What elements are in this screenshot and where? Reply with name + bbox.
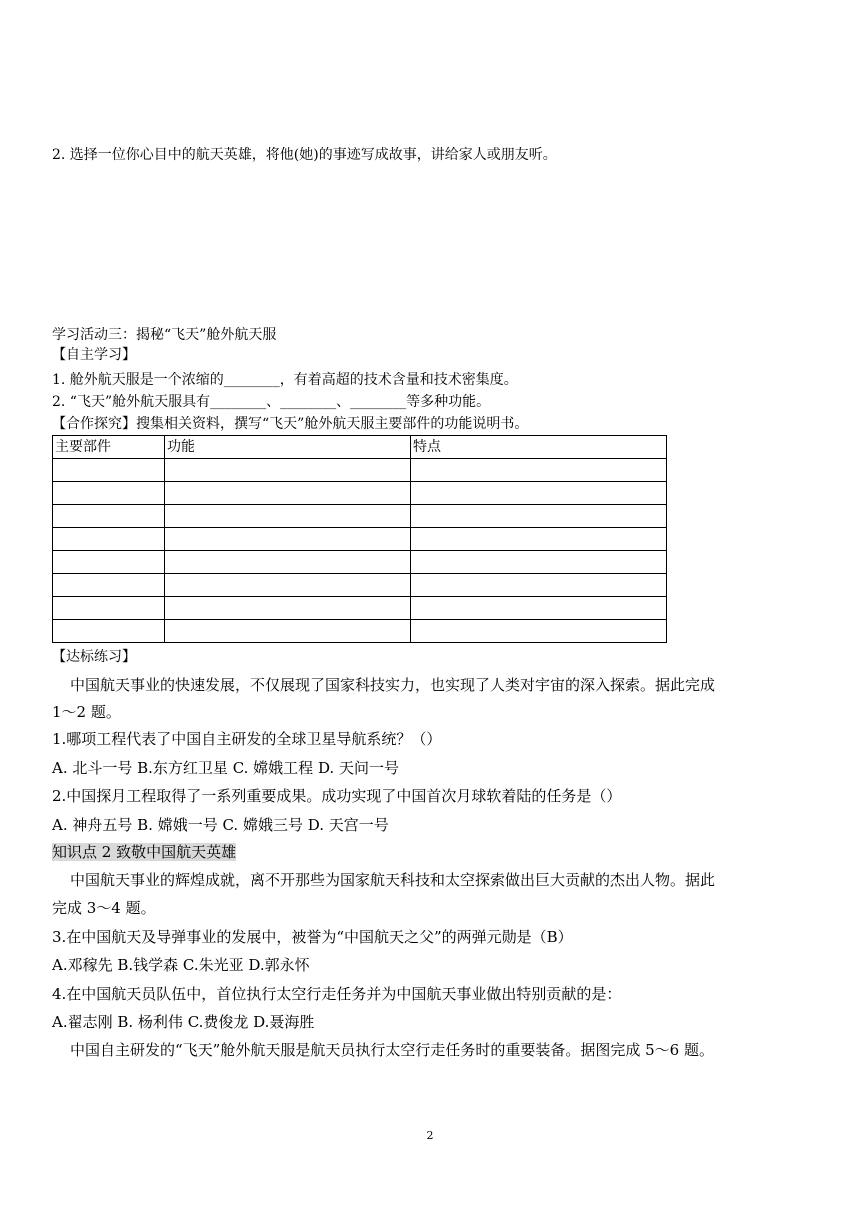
self-study-heading: 【自主学习】 <box>52 347 136 363</box>
question-4: 4.在中国航天员队伍中，首位执行太空行走任务并为中国航天事业做出特别贡献的是： <box>52 985 622 1003</box>
question-1: 1.哪项工程代表了中国自主研发的全球卫星导航系统？（） <box>52 730 442 748</box>
activity-title: 学习活动三：揭秘“飞天”舱外航天服 <box>52 327 277 343</box>
table-row <box>53 620 667 643</box>
table-cell[interactable] <box>53 551 165 574</box>
table-cell[interactable] <box>165 574 411 597</box>
table-cell[interactable] <box>411 482 667 505</box>
question-5-6-intro: 中国自主研发的“飞天”舱外航天服是航天员执行太空行走任务时的重要装备。据图完成 5～6 题。 <box>70 1041 714 1059</box>
table-cell[interactable] <box>53 459 165 482</box>
header-function: 功能 <box>165 436 411 459</box>
question-3-options: A.邓稼先 B.钱学森 C.朱光亚 D.郭永怀 <box>52 956 310 974</box>
question-2-options: A. 神舟五号 B. 嫦娥一号 C. 嫦娥三号 D. 天宫一号 <box>52 816 389 834</box>
self-study-q2: 2. “飞天”舱外航天服具有________、________、________等多种功能。 <box>52 394 491 410</box>
function-spec-table <box>52 435 667 643</box>
table-cell[interactable] <box>411 505 667 528</box>
table-row <box>53 528 667 551</box>
knowledge-point-2-title <box>52 842 236 862</box>
question-1-options: A. 北斗一号 B.东方红卫星 C. 嫦娥工程 D. 天问一号 <box>52 759 399 777</box>
kp2-intro-line-2: 完成 3～4 题。 <box>52 899 156 917</box>
table-cell[interactable] <box>53 482 165 505</box>
practice-heading: 【达标练习】 <box>52 649 136 665</box>
table-row <box>53 482 667 505</box>
question-2: 2.中国探月工程取得了一系列重要成果。成功实现了中国首次月球软着陆的任务是（） <box>52 787 622 805</box>
table-cell[interactable] <box>53 597 165 620</box>
header-feature: 特点 <box>411 436 667 459</box>
table-row <box>53 597 667 620</box>
table-cell[interactable] <box>53 505 165 528</box>
table-row <box>53 505 667 528</box>
table-cell[interactable] <box>165 459 411 482</box>
table-row <box>53 551 667 574</box>
kp2-intro-line-1: 中国航天事业的辉煌成就，离不开那些为国家航天科技和太空探索做出巨大贡献的杰出人物。据此 <box>70 871 716 889</box>
table-cell[interactable] <box>165 505 411 528</box>
table-cell[interactable] <box>53 528 165 551</box>
table-cell[interactable] <box>165 620 411 643</box>
table-cell[interactable] <box>411 551 667 574</box>
self-study-q1: 1. 舱外航天服是一个浓缩的________，有着高超的技术含量和技术密集度。 <box>52 372 518 388</box>
table-cell[interactable] <box>165 482 411 505</box>
table-row <box>53 459 667 482</box>
question-3: 3.在中国航天及导弹事业的发展中，被誉为“中国航天之父”的两弹元勋是（B） <box>52 928 573 946</box>
table-cell[interactable] <box>165 551 411 574</box>
table-cell[interactable] <box>411 459 667 482</box>
table-cell[interactable] <box>411 528 667 551</box>
table-cell[interactable] <box>411 620 667 643</box>
table-cell[interactable] <box>165 528 411 551</box>
page-number: 2 <box>426 1129 434 1142</box>
question-4-options: A.翟志刚 B. 杨利伟 C.费俊龙 D.聂海胜 <box>52 1013 315 1031</box>
coop-heading: 【合作探究】搜集相关资料，撰写“飞天”舱外航天服主要部件的功能说明书。 <box>52 416 529 432</box>
table-cell[interactable] <box>53 620 165 643</box>
table-cell[interactable] <box>53 574 165 597</box>
question-2-story: 2. 选择一位你心目中的航天英雄，将他(她)的事迹写成故事，讲给家人或朋友听。 <box>52 147 557 163</box>
table-cell[interactable] <box>411 574 667 597</box>
table-header-row <box>53 436 667 459</box>
table-cell[interactable] <box>411 597 667 620</box>
practice-intro-line-2: 1～2 题。 <box>52 703 121 721</box>
highlighted-title: 知识点 2 致敬中国航天英雄 <box>52 843 237 861</box>
header-main-parts: 主要部件 <box>53 436 165 459</box>
table-cell[interactable] <box>165 597 411 620</box>
table-row <box>53 574 667 597</box>
practice-intro-line-1: 中国航天事业的快速发展，不仅展现了国家科技实力，也实现了人类对宇宙的深入探索。据此完成 <box>70 676 716 694</box>
